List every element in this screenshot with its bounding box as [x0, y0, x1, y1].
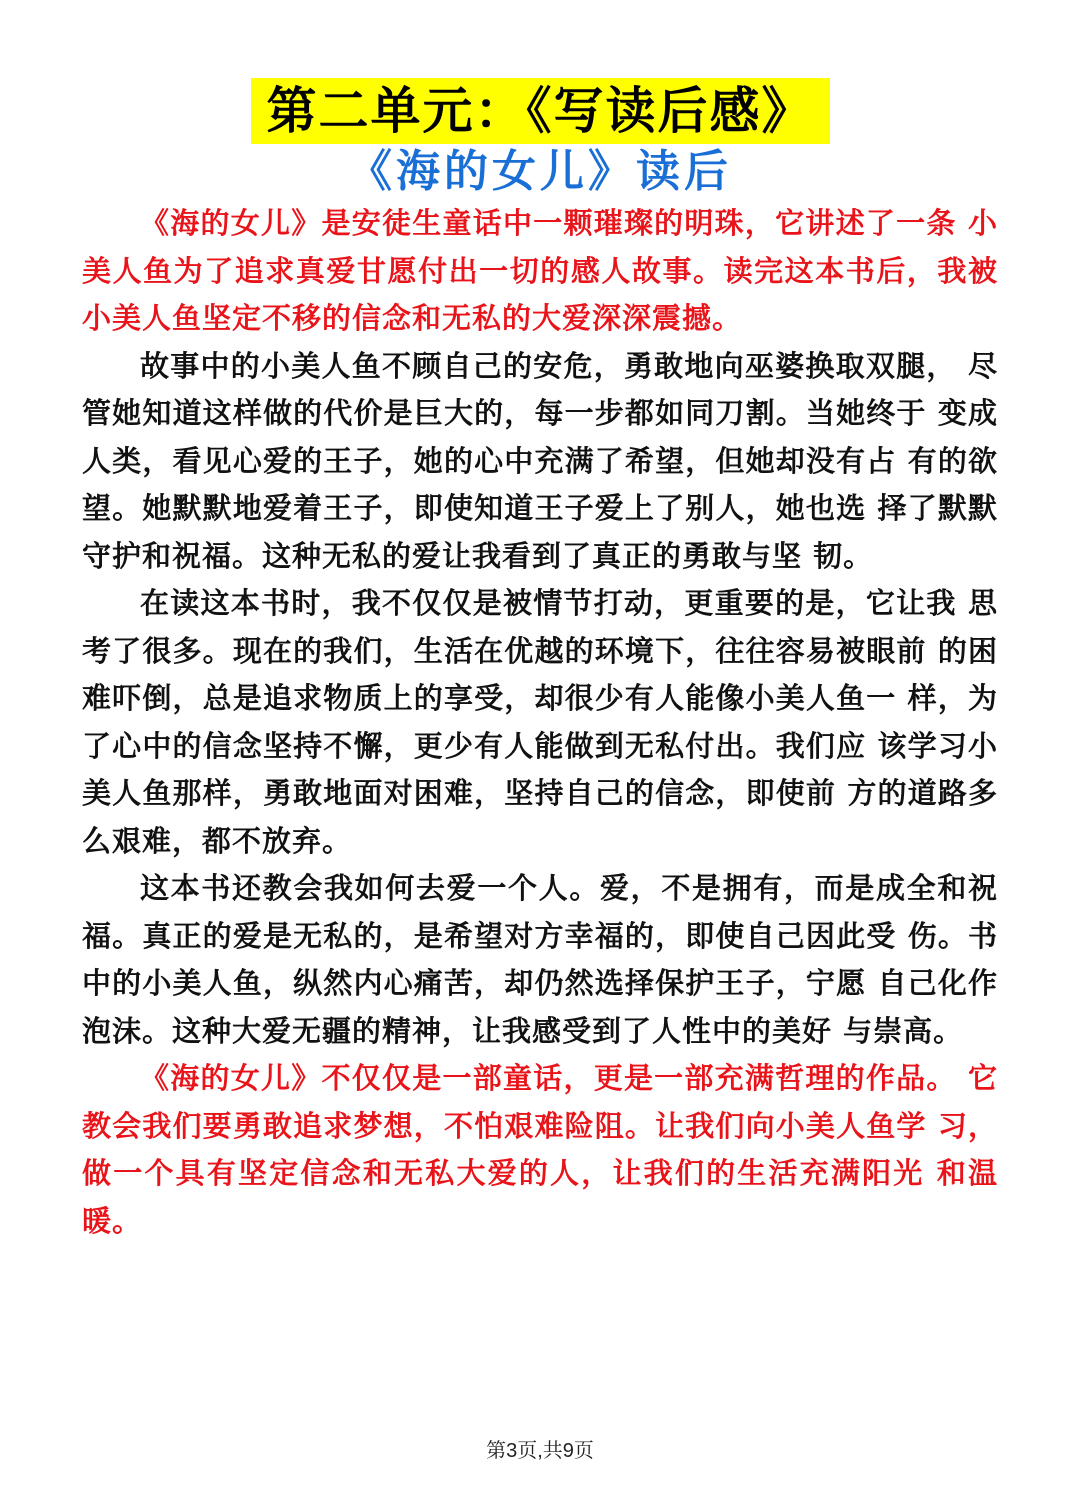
essay-body — [82, 200, 998, 1245]
body-paragraph-1: 故事中的小美人鱼不顾自己的安危，勇敢地向巫婆换取双腿， 尽管她知道这样做的代价是巨大的，每一步都如同刀割。当她终于 变成人类，看见心爱的王子，她的心中充满了希望，但她却没有占 有的欲望。她默默地爱着王子，即使知道王子爱上了别人，她也选 择了默默守护和祝福。这种无私的爱让我看到了真正的勇敢与坚 韧。 — [82, 348, 998, 573]
body-paragraph-2: 在读这本书时，我不仅仅是被情节打动，更重要的是，它让我 思考了很多。现在的我们，生活在优越的环境下，往往容易被眼前 的困难吓倒，总是追求物质上的享受，却很少有人能像小美人鱼一 样，为了心中的信念坚持不懈，更少有人能做到无私付出。我们应 该学习小美人鱼那样，勇敢地面对困难，坚持自己的信念，即使前 方的道路多么艰难，都不放弃。 — [82, 586, 998, 858]
essay-title: 《海的女儿》读后 — [348, 146, 732, 197]
page-number: 第3页,共9页 — [486, 1440, 594, 1462]
body-paragraph-3: 这本书还教会我如何去爱一个人。爱，不是拥有，而是成全和祝福。真正的爱是无私的，是希望对方幸福的，即使自己因此受 伤。书中的小美人鱼，纵然内心痛苦，却仍然选择保护王子，宁愿 自己化作泡沫。这种大爱无疆的精神，让我感受到了人性中的美好 与崇高。 — [82, 871, 998, 1048]
unit-title-container — [0, 78, 1080, 144]
conclusion-paragraph: 《海的女儿》不仅仅是一部童话，更是一部充满哲理的作品。 它教会我们要勇敢追求梦想，不怕艰难险阻。让我们向小美人鱼学 习，做一个具有坚定信念和无私大爱的人，让我们的生活充满阳光 和温暖。 — [82, 1061, 998, 1238]
unit-title: 第二单元：《写读后感》 — [251, 78, 830, 144]
intro-paragraph: 《海的女儿》是安徒生童话中一颗璀璨的明珠，它讲述了一条 小美人鱼为了追求真爱甘愿付出一切的感人故事。读完这本书后，我被小美人鱼坚定不移的信念和无私的大爱深深震撼。 — [82, 206, 998, 335]
